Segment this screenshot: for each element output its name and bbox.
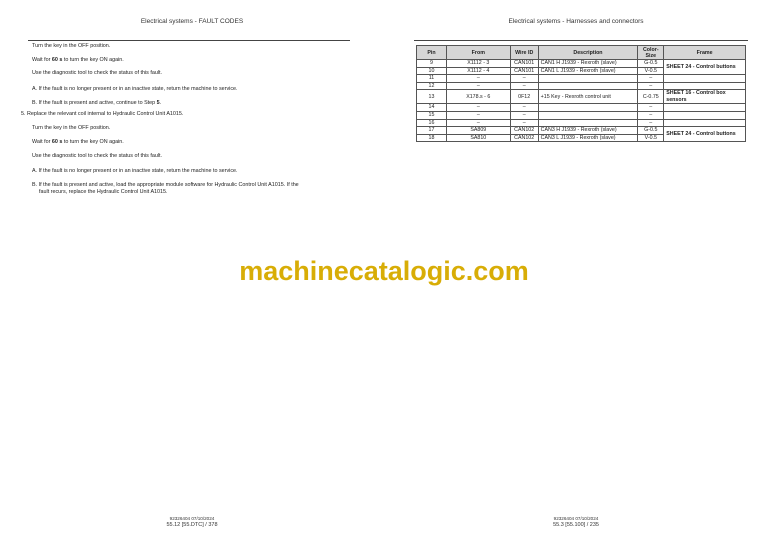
cell-description (538, 104, 638, 112)
cell-wire-id: CAN102 (510, 134, 538, 142)
cell-wire-id: CAN102 (510, 127, 538, 135)
table-row (417, 60, 746, 68)
step-line: Use the diagnostic tool to check the status of this fault. (32, 153, 163, 159)
step-line: A. If the fault is no longer present or in an inactive state, return the machine to service. (32, 86, 238, 92)
cell-description: CAN3 H J1939 - Rexroth (slave) (538, 127, 638, 135)
cell-wire-id: CAN101 (510, 67, 538, 75)
right-page-header: Electrical systems - Harnesses and connectors (508, 18, 644, 25)
cell-pin: 11 (417, 75, 447, 83)
table-row (417, 75, 746, 83)
right-header-rule (414, 40, 748, 41)
cell-description (538, 75, 638, 83)
step-line: Wait for 60 s to turn the key ON again. (32, 56, 124, 63)
cell-pin: 13 (417, 90, 447, 104)
step-line: B. If the fault is present and active, load the appropriate module software for Hydraulic Control Unit A1015. If the (32, 182, 299, 188)
cell-color-size: V-0.5 (638, 134, 664, 142)
cell-pin: 10 (417, 67, 447, 75)
right-footer (384, 515, 768, 529)
cell-frame: SHEET 24 - Control buttons (664, 127, 746, 142)
cell-from: – (446, 111, 510, 119)
col-header-wire-id: Wire ID (510, 46, 538, 60)
cell-description: +15 Key - Rexroth control unit (538, 90, 638, 104)
cell-color-size: V-0.5 (638, 67, 664, 75)
step-line: Turn the key in the OFF position. (32, 43, 111, 49)
cell-from: X1112 - 3 (446, 60, 510, 68)
cell-from: X1112 - 4 (446, 67, 510, 75)
connector-pin-table (416, 45, 746, 142)
left-footer (0, 515, 384, 529)
col-header-description: Description (538, 46, 638, 60)
left-footer-doc: 92326404 07/10/2024 (169, 516, 215, 521)
col-header-pin: Pin (417, 46, 447, 60)
table-row (417, 82, 746, 90)
cell-color-size: – (638, 75, 664, 83)
cell-pin: 15 (417, 111, 447, 119)
cell-wire-id: – (510, 104, 538, 112)
cell-from: – (446, 82, 510, 90)
left-header-rule (28, 40, 350, 41)
cell-from: – (446, 75, 510, 83)
cell-from: SA810 (446, 134, 510, 142)
table-row (417, 119, 746, 127)
cell-from: X178.s - 6 (446, 90, 510, 104)
table-row (417, 127, 746, 135)
cell-color-size: G-0.5 (638, 60, 664, 68)
table-row (417, 104, 746, 112)
cell-color-size: C-0.75 (638, 90, 664, 104)
cell-description (538, 82, 638, 90)
cell-pin: 17 (417, 127, 447, 135)
left-footer-page: 55.12 [55.DTC] / 378 (166, 522, 218, 528)
cell-from: – (446, 104, 510, 112)
table-row (417, 111, 746, 119)
cell-pin: 14 (417, 104, 447, 112)
step-line: Turn the key in the OFF position. (32, 125, 111, 131)
cell-description: CAN1 H J1939 - Rexroth (slave) (538, 60, 638, 68)
cell-frame (664, 119, 746, 127)
cell-pin: 12 (417, 82, 447, 90)
cell-description: CAN3 L J1939 - Rexroth (slave) (538, 134, 638, 142)
left-page-header: Electrical systems - FAULT CODES (140, 18, 244, 25)
cell-from: SA809 (446, 127, 510, 135)
cell-frame (664, 75, 746, 83)
cell-pin: 18 (417, 134, 447, 142)
right-footer-page: 55.3 [55.100] / 235 (553, 522, 599, 528)
cell-frame: SHEET 24 - Control buttons (664, 60, 746, 75)
cell-pin: 16 (417, 119, 447, 127)
cell-color-size: – (638, 82, 664, 90)
col-header-color-size: Color-Size (638, 46, 664, 60)
right-footer-doc: 92326404 07/10/2024 (553, 516, 599, 521)
step-line: Use the diagnostic tool to check the status of this fault. (32, 70, 163, 76)
cell-description (538, 111, 638, 119)
cell-frame (664, 104, 746, 112)
cell-description (538, 119, 638, 127)
step-line: B. If the fault is present and active, continue to Step 5. (32, 100, 162, 106)
step-line: Wait for 60 s to turn the key ON again. (32, 139, 124, 145)
step-heading: 5. Replace the relevant coil internal to Hydraulic Control Unit A1015. (21, 111, 184, 117)
cell-from: – (446, 119, 510, 127)
cell-wire-id: – (510, 119, 538, 127)
cell-pin: 9 (417, 60, 447, 68)
cell-wire-id: – (510, 75, 538, 83)
cell-wire-id: – (510, 82, 538, 90)
cell-frame (664, 82, 746, 90)
cell-wire-id: CAN101 (510, 60, 538, 68)
table-header-row (417, 46, 746, 60)
cell-color-size: – (638, 119, 664, 127)
cell-color-size: – (638, 104, 664, 112)
step-line: fault recurs, replace the Hydraulic Control Unit A1015. (39, 189, 168, 195)
cell-color-size: G-0.5 (638, 127, 664, 135)
step-line: A. If the fault is no longer present or in an inactive state, return the machine to service. (32, 168, 238, 174)
cell-wire-id: 0F12 (510, 90, 538, 104)
watermark: machinecatalogic.com (239, 256, 529, 286)
cell-wire-id: – (510, 111, 538, 119)
cell-frame: SHEET 16 - Control box sensors (664, 90, 746, 104)
table-row (417, 90, 746, 104)
col-header-frame: Frame (664, 46, 746, 60)
cell-description: CAN1 L J1939 - Rexroth (slave) (538, 67, 638, 75)
cell-color-size: – (638, 111, 664, 119)
cell-frame (664, 111, 746, 119)
col-header-from: From (446, 46, 510, 60)
